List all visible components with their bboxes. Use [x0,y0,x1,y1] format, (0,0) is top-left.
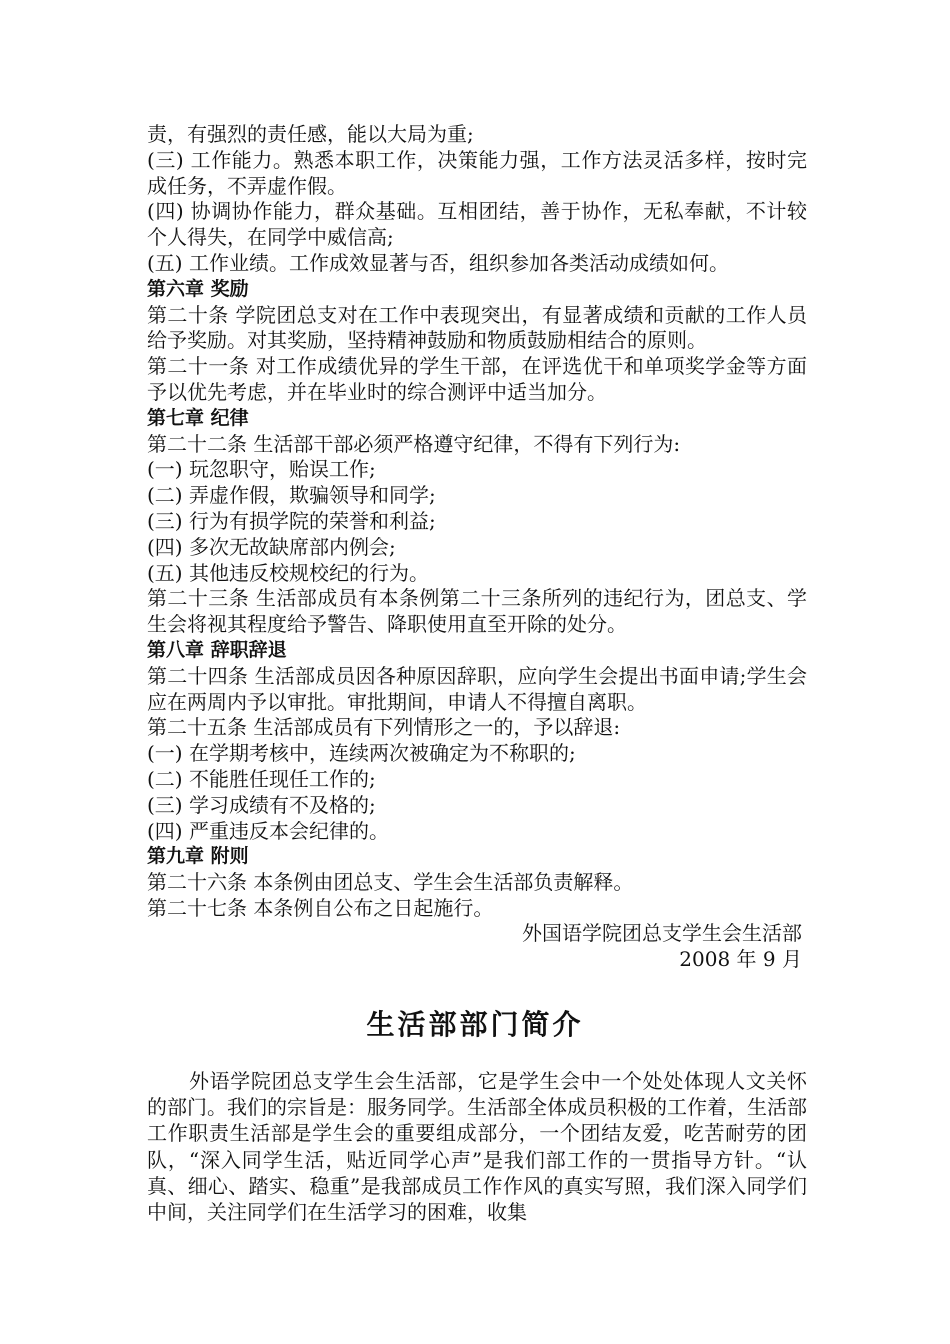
regulation-line: 第二十一条 对工作成绩优异的学生干部，在评选优干和单项奖学金等方面予以优先考虑，并在毕业时的综合测评中适当加分。 [147,354,807,404]
regulation-line: 第二十四条 生活部成员因各种原因辞职，应向学生会提出书面申请;学生会应在两周内予以审批。审批期间，申请人不得擅自离职。 [147,663,807,714]
section-title: 生活部部门简介 [366,1008,584,1041]
regulation-line: (四) 协调协作能力，群众基础。互相团结，善于协作，无私奉献，不计较个人得失，在同学中威信高; [147,199,807,250]
regulation-line: (三) 工作能力。熟悉本职工作，决策能力强，工作方法灵活多样，按时完成任务，不弄虚作假。 [147,147,807,198]
regulation-line: (四) 严重违反本会纪律的。 [147,818,389,843]
regulation-line: (三) 学习成绩有不及格的; [147,792,376,817]
regulation-line: (一) 玩忽职守，贻误工作; [147,457,376,482]
chapter-heading: 第六章 奖励 [147,277,249,300]
signature-block [522,920,802,972]
intro-paragraph: 外语学院团总支学生会生活部，它是学生会中一个处处体现人文关怀的部门。我们的宗旨是：服务同学。生活部全体成员积极的工作着，生活部工作职责生活部是学生会的重要组成部分，一个团结友爱，吃苦耐劳的团队，“深入同学生活，贴近同学心声”是我们部工作的一贯指导方针。“认真、细心、踏实、稳重”是我部成员工作作风的真实写照，我们深入同学们中间，关注同学们在生活学习的困难，收集 [147,1069,807,1225]
regulation-line: (二) 不能胜任现任工作的; [147,766,376,791]
regulation-line: (二) 弄虚作假，欺骗领导和同学; [147,483,436,508]
regulation-line: (四) 多次无故缺席部内例会; [147,534,396,559]
regulation-line: 第二十三条 生活部成员有本条例第二十三条所列的违纪行为，团总支、学生会将视其程度给予警告、降职使用直至开除的处分。 [147,586,807,637]
chapter-heading: 第八章 辞职辞退 [147,638,287,661]
regulation-text [147,122,807,922]
chapter-heading: 第九章 附则 [147,845,249,868]
regulation-line: 第二十五条 生活部成员有下列情形之一的，予以辞退: [147,715,621,740]
regulation-line: (三) 行为有损学院的荣誉和利益; [147,508,436,533]
regulation-line: 第二十六条 本条例由团总支、学生会生活部负责解释。 [147,870,634,895]
signature-org: 外国语学院团总支学生会生活部 [522,921,802,945]
regulation-line: 责，有强烈的责任感，能以大局为重; [147,122,474,146]
regulation-line: (五) 工作业绩。工作成效显著与否，组织参加各类活动成绩如何。 [147,250,729,275]
regulation-line: (五) 其他违反校规校纪的行为。 [147,560,429,585]
signature-date: 2008 年 9 月 [679,947,802,971]
regulation-line: 第二十条 学院团总支对在工作中表现突出，有显著成绩和贡献的工作人员给予奖励。对其奖励，坚持精神鼓励和物质鼓励相结合的原则。 [147,302,807,353]
regulation-line: 第二十七条 本条例自公布之日起施行。 [147,895,494,920]
regulation-line: 第二十二条 生活部干部必须严格遵守纪律，不得有下列行为: [147,431,681,456]
chapter-heading: 第七章 纪律 [147,406,249,429]
regulation-line: (一) 在学期考核中，连续两次被确定为不称职的; [147,741,576,766]
